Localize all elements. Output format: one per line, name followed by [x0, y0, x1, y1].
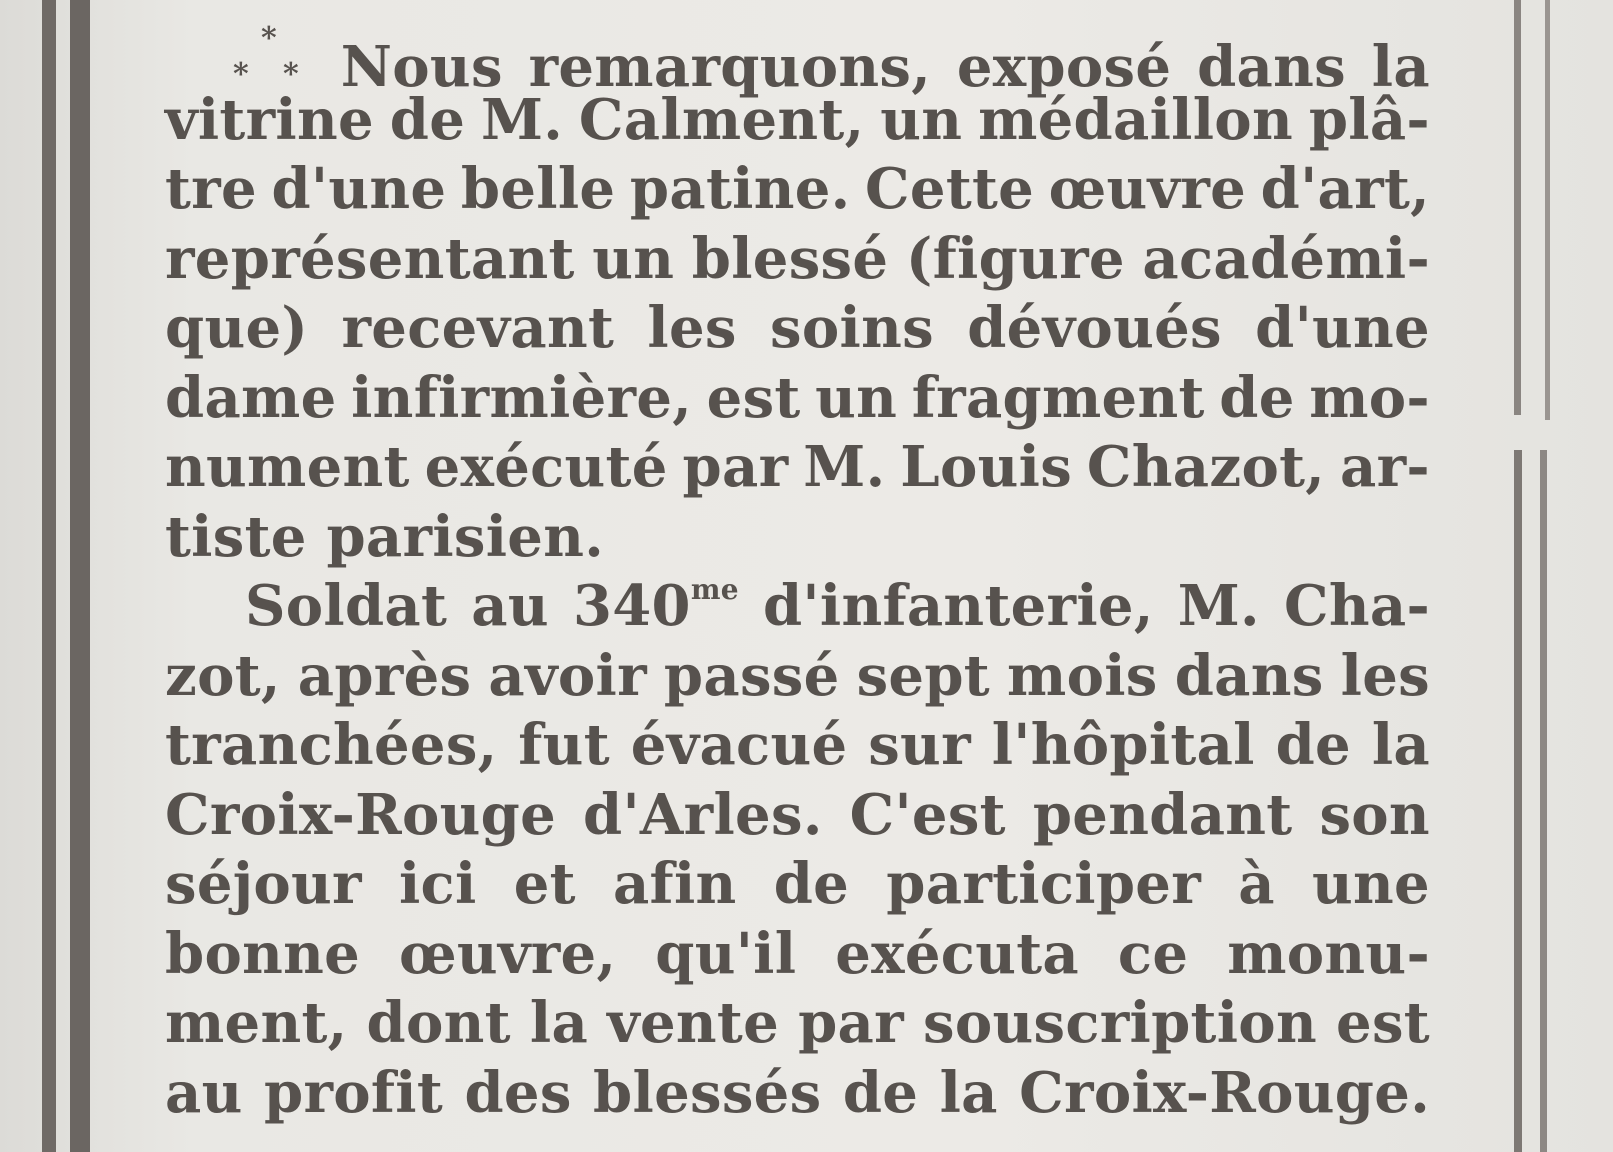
right-column-rule-lower-inner — [1514, 450, 1522, 1152]
word: dévoués — [967, 295, 1222, 361]
word: pendant — [1032, 781, 1293, 848]
word: médaillon — [978, 86, 1293, 153]
word: au — [165, 1059, 243, 1126]
article-line — [165, 850, 1430, 920]
word: séjour — [165, 851, 362, 917]
word: dame — [165, 364, 337, 431]
word: la — [529, 990, 589, 1056]
word: M. — [480, 86, 564, 153]
word: Croix-Rouge. — [1019, 1059, 1430, 1126]
word: vitrine — [165, 86, 374, 153]
word: blessés — [593, 1059, 822, 1126]
article-line — [165, 433, 1430, 503]
article-line — [165, 989, 1430, 1059]
word: à — [1238, 851, 1275, 917]
word: zot, — [165, 642, 281, 709]
word: tiste — [165, 503, 307, 570]
word: de — [1219, 364, 1295, 431]
word: les — [1340, 642, 1430, 709]
word: ici — [398, 851, 477, 917]
word: Croix-Rouge — [165, 781, 557, 848]
word: après — [297, 642, 472, 709]
article-line — [165, 572, 1430, 642]
right-column-rule-upper-inner — [1514, 0, 1521, 415]
word: l'hôpital — [991, 712, 1255, 778]
word: au — [471, 573, 549, 639]
word: d'une — [271, 156, 447, 222]
word: remarquons, — [528, 33, 932, 100]
ordinal-suffix: me — [690, 573, 739, 606]
right-column-rule-lower-outer — [1540, 450, 1547, 1152]
word: de — [842, 1059, 919, 1126]
left-column-rule-inner — [70, 0, 90, 1152]
word: de — [389, 86, 466, 153]
word: académi- — [1142, 225, 1430, 292]
word: la — [939, 1059, 998, 1126]
word: dans — [1174, 642, 1324, 709]
word: et — [513, 851, 576, 917]
article-line — [165, 294, 1430, 364]
word: que) — [165, 295, 309, 361]
word: est — [706, 364, 801, 431]
word: de — [1275, 712, 1351, 778]
word: Nous — [340, 33, 503, 100]
word: dans — [1197, 33, 1346, 100]
word: parisien. — [326, 503, 605, 570]
regiment-number: $340^{me}$ — [573, 573, 739, 639]
word: patine. — [629, 156, 851, 222]
word: qu'il — [655, 920, 797, 987]
right-column-rule-upper-outer — [1545, 0, 1550, 420]
word: M. — [803, 434, 886, 500]
word: tre — [165, 156, 257, 222]
word: par — [798, 990, 904, 1056]
word: monu- — [1227, 920, 1430, 987]
word: belle — [460, 156, 616, 222]
word: les — [647, 295, 737, 361]
article-line — [165, 155, 1430, 225]
word: une — [1311, 851, 1430, 917]
word: Cette — [865, 156, 1035, 222]
word: fragment — [911, 364, 1205, 431]
word: souscription — [923, 990, 1317, 1056]
word: évacué — [630, 712, 848, 778]
word: de — [773, 851, 850, 917]
article-line — [165, 16, 1430, 100]
article-line — [165, 920, 1430, 990]
article-line — [165, 503, 1430, 573]
word: Louis — [900, 434, 1073, 500]
word: vente — [607, 990, 780, 1056]
word: M. — [1177, 573, 1260, 639]
word: d'Arles. — [583, 781, 823, 848]
word: Soldat — [245, 573, 448, 639]
word: ce — [1117, 920, 1189, 987]
word: un — [592, 225, 675, 292]
word: participer — [886, 851, 1202, 917]
word: nument — [165, 434, 410, 500]
word: sur — [868, 712, 971, 778]
word: ment, — [165, 990, 348, 1056]
word: exécuta — [835, 920, 1079, 987]
word: un — [880, 86, 963, 153]
word: la — [1371, 712, 1430, 778]
word: avoir — [488, 642, 647, 709]
word: profit — [264, 1059, 444, 1126]
word: (figure — [905, 225, 1125, 292]
word: C'est — [849, 781, 1006, 848]
asterism-ornament: * * * — [233, 21, 299, 92]
word: exécuté — [424, 434, 668, 500]
word: Calment, — [578, 86, 865, 153]
word: mois — [1007, 642, 1158, 709]
left-column-rule-outer — [42, 0, 56, 1152]
article-line — [165, 781, 1430, 851]
word: infirmière, — [351, 364, 693, 431]
word: mo- — [1309, 364, 1430, 431]
word: Cha- — [1283, 573, 1430, 639]
word: afin — [612, 851, 737, 917]
word: fut — [518, 712, 610, 778]
word: représentant — [165, 225, 575, 292]
word: un — [815, 364, 898, 431]
article-line — [165, 711, 1430, 781]
word: plâ- — [1308, 86, 1430, 153]
word: blessé — [691, 225, 889, 292]
word: œuvre — [1048, 156, 1247, 222]
paragraph-1 — [165, 16, 1430, 572]
word: sept — [856, 642, 990, 709]
word: ar- — [1340, 434, 1430, 500]
word: d'une — [1255, 295, 1430, 361]
word: recevant — [341, 295, 615, 361]
word: son — [1319, 781, 1430, 848]
word: dont — [366, 990, 511, 1056]
word: exposé — [956, 33, 1172, 100]
article-column — [165, 16, 1430, 1128]
word: par — [682, 434, 789, 500]
article-line — [165, 364, 1430, 434]
paragraph-2 — [165, 572, 1430, 1128]
article-line — [165, 642, 1430, 712]
word: d'art, — [1260, 156, 1430, 222]
word: soins — [770, 295, 934, 361]
article-line — [165, 225, 1430, 295]
word: d'infanterie, — [762, 573, 1154, 639]
word: tranchées, — [165, 712, 498, 778]
word: passé — [663, 642, 840, 709]
word: Chazot, — [1086, 434, 1326, 500]
word: est — [1336, 990, 1430, 1056]
article-line — [165, 1059, 1430, 1129]
article-line — [165, 86, 1430, 156]
word: des — [464, 1059, 572, 1126]
word: œuvre, — [399, 920, 617, 987]
word: la — [1371, 33, 1430, 100]
word: bonne — [165, 920, 361, 987]
